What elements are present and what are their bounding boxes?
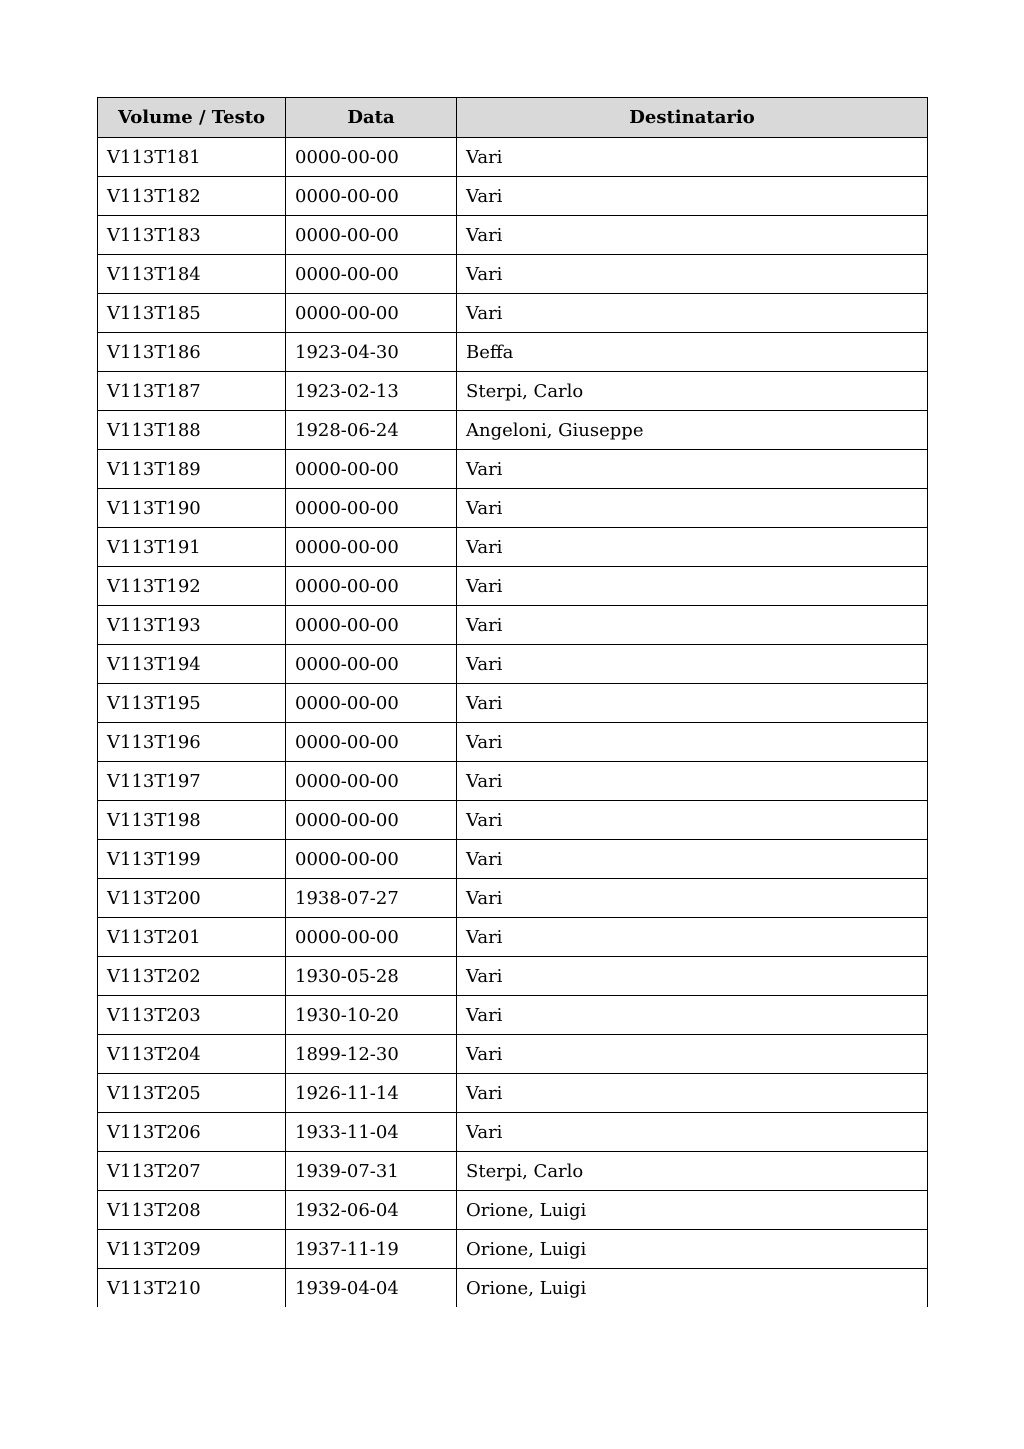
cell-volume-testo: V113T193 bbox=[98, 606, 286, 645]
cell-data: 0000-00-00 bbox=[286, 567, 457, 606]
cell-destinatario: Vari bbox=[457, 996, 928, 1035]
table-row bbox=[98, 801, 928, 840]
cell-data: 1932-06-04 bbox=[286, 1191, 457, 1230]
cell-volume-testo: V113T199 bbox=[98, 840, 286, 879]
cell-destinatario: Vari bbox=[457, 489, 928, 528]
cell-volume-testo: V113T201 bbox=[98, 918, 286, 957]
table-row bbox=[98, 762, 928, 801]
cell-destinatario: Vari bbox=[457, 216, 928, 255]
cell-volume-testo: V113T186 bbox=[98, 333, 286, 372]
cell-destinatario: Beffa bbox=[457, 333, 928, 372]
cell-volume-testo: V113T182 bbox=[98, 177, 286, 216]
table-row bbox=[98, 1230, 928, 1269]
cell-destinatario: Vari bbox=[457, 957, 928, 996]
cell-volume-testo: V113T190 bbox=[98, 489, 286, 528]
cell-data: 0000-00-00 bbox=[286, 684, 457, 723]
table-row bbox=[98, 450, 928, 489]
cell-data: 0000-00-00 bbox=[286, 138, 457, 177]
cell-data: 1939-04-04 bbox=[286, 1269, 457, 1308]
cell-data: 0000-00-00 bbox=[286, 489, 457, 528]
cell-data: 0000-00-00 bbox=[286, 255, 457, 294]
cell-destinatario: Sterpi, Carlo bbox=[457, 372, 928, 411]
table-row bbox=[98, 489, 928, 528]
cell-data: 1933-11-04 bbox=[286, 1113, 457, 1152]
cell-data: 0000-00-00 bbox=[286, 216, 457, 255]
cell-volume-testo: V113T181 bbox=[98, 138, 286, 177]
cell-volume-testo: V113T209 bbox=[98, 1230, 286, 1269]
cell-destinatario: Sterpi, Carlo bbox=[457, 1152, 928, 1191]
cell-data: 0000-00-00 bbox=[286, 645, 457, 684]
cell-destinatario: Vari bbox=[457, 684, 928, 723]
column-header-data: Data bbox=[286, 98, 457, 138]
cell-destinatario: Vari bbox=[457, 1035, 928, 1074]
cell-destinatario: Vari bbox=[457, 294, 928, 333]
table-row bbox=[98, 1035, 928, 1074]
cell-volume-testo: V113T200 bbox=[98, 879, 286, 918]
cell-volume-testo: V113T202 bbox=[98, 957, 286, 996]
cell-destinatario: Angeloni, Giuseppe bbox=[457, 411, 928, 450]
cell-data: 0000-00-00 bbox=[286, 801, 457, 840]
table-row bbox=[98, 294, 928, 333]
cell-data: 1937-11-19 bbox=[286, 1230, 457, 1269]
cell-volume-testo: V113T208 bbox=[98, 1191, 286, 1230]
cell-volume-testo: V113T194 bbox=[98, 645, 286, 684]
table-row bbox=[98, 528, 928, 567]
cell-volume-testo: V113T207 bbox=[98, 1152, 286, 1191]
cell-data: 1899-12-30 bbox=[286, 1035, 457, 1074]
cell-volume-testo: V113T183 bbox=[98, 216, 286, 255]
cell-data: 1928-06-24 bbox=[286, 411, 457, 450]
cell-volume-testo: V113T189 bbox=[98, 450, 286, 489]
table-row bbox=[98, 411, 928, 450]
cell-destinatario: Vari bbox=[457, 918, 928, 957]
cell-volume-testo: V113T191 bbox=[98, 528, 286, 567]
column-header-volume-testo: Volume / Testo bbox=[98, 98, 286, 138]
cell-volume-testo: V113T196 bbox=[98, 723, 286, 762]
cell-destinatario: Orione, Luigi bbox=[457, 1269, 928, 1308]
table-row bbox=[98, 1191, 928, 1230]
table-row bbox=[98, 606, 928, 645]
cell-data: 0000-00-00 bbox=[286, 762, 457, 801]
table-row bbox=[98, 1113, 928, 1152]
cell-data: 1930-10-20 bbox=[286, 996, 457, 1035]
cell-data: 1923-02-13 bbox=[286, 372, 457, 411]
cell-destinatario: Vari bbox=[457, 723, 928, 762]
cell-destinatario: Orione, Luigi bbox=[457, 1230, 928, 1269]
table-row bbox=[98, 1074, 928, 1113]
cell-destinatario: Orione, Luigi bbox=[457, 1191, 928, 1230]
table-row bbox=[98, 723, 928, 762]
cell-volume-testo: V113T187 bbox=[98, 372, 286, 411]
cell-volume-testo: V113T206 bbox=[98, 1113, 286, 1152]
cell-volume-testo: V113T192 bbox=[98, 567, 286, 606]
table-row bbox=[98, 372, 928, 411]
cell-destinatario: Vari bbox=[457, 801, 928, 840]
table-body bbox=[98, 138, 928, 1308]
cell-data: 0000-00-00 bbox=[286, 723, 457, 762]
cell-destinatario: Vari bbox=[457, 645, 928, 684]
table-row bbox=[98, 567, 928, 606]
cell-data: 0000-00-00 bbox=[286, 918, 457, 957]
cell-volume-testo: V113T188 bbox=[98, 411, 286, 450]
cell-volume-testo: V113T210 bbox=[98, 1269, 286, 1308]
cell-data: 1930-05-28 bbox=[286, 957, 457, 996]
cell-volume-testo: V113T205 bbox=[98, 1074, 286, 1113]
cell-data: 0000-00-00 bbox=[286, 450, 457, 489]
table-row bbox=[98, 177, 928, 216]
table-row bbox=[98, 1152, 928, 1191]
table-row bbox=[98, 957, 928, 996]
table-row bbox=[98, 996, 928, 1035]
cell-volume-testo: V113T198 bbox=[98, 801, 286, 840]
cell-destinatario: Vari bbox=[457, 840, 928, 879]
cell-destinatario: Vari bbox=[457, 567, 928, 606]
cell-volume-testo: V113T195 bbox=[98, 684, 286, 723]
cell-data: 1938-07-27 bbox=[286, 879, 457, 918]
cell-destinatario: Vari bbox=[457, 1113, 928, 1152]
cell-volume-testo: V113T204 bbox=[98, 1035, 286, 1074]
cell-volume-testo: V113T197 bbox=[98, 762, 286, 801]
cell-data: 1926-11-14 bbox=[286, 1074, 457, 1113]
table-header-row bbox=[98, 98, 928, 138]
table-row bbox=[98, 684, 928, 723]
cell-volume-testo: V113T203 bbox=[98, 996, 286, 1035]
cell-data: 1923-04-30 bbox=[286, 333, 457, 372]
cell-data: 0000-00-00 bbox=[286, 294, 457, 333]
table-row bbox=[98, 645, 928, 684]
cell-data: 1939-07-31 bbox=[286, 1152, 457, 1191]
cell-volume-testo: V113T184 bbox=[98, 255, 286, 294]
cell-data: 0000-00-00 bbox=[286, 606, 457, 645]
table-row bbox=[98, 879, 928, 918]
table-row bbox=[98, 840, 928, 879]
table-row bbox=[98, 918, 928, 957]
cell-destinatario: Vari bbox=[457, 450, 928, 489]
cell-destinatario: Vari bbox=[457, 138, 928, 177]
table-row bbox=[98, 333, 928, 372]
cell-destinatario: Vari bbox=[457, 177, 928, 216]
cell-volume-testo: V113T185 bbox=[98, 294, 286, 333]
table-row bbox=[98, 138, 928, 177]
cell-data: 0000-00-00 bbox=[286, 528, 457, 567]
cell-destinatario: Vari bbox=[457, 528, 928, 567]
table-row bbox=[98, 1269, 928, 1308]
column-header-destinatario: Destinatario bbox=[457, 98, 928, 138]
cell-destinatario: Vari bbox=[457, 255, 928, 294]
cell-data: 0000-00-00 bbox=[286, 840, 457, 879]
cell-destinatario: Vari bbox=[457, 1074, 928, 1113]
table-row bbox=[98, 216, 928, 255]
cell-destinatario: Vari bbox=[457, 606, 928, 645]
letters-table bbox=[97, 97, 928, 1307]
cell-destinatario: Vari bbox=[457, 762, 928, 801]
cell-data: 0000-00-00 bbox=[286, 177, 457, 216]
cell-destinatario: Vari bbox=[457, 879, 928, 918]
table-row bbox=[98, 255, 928, 294]
